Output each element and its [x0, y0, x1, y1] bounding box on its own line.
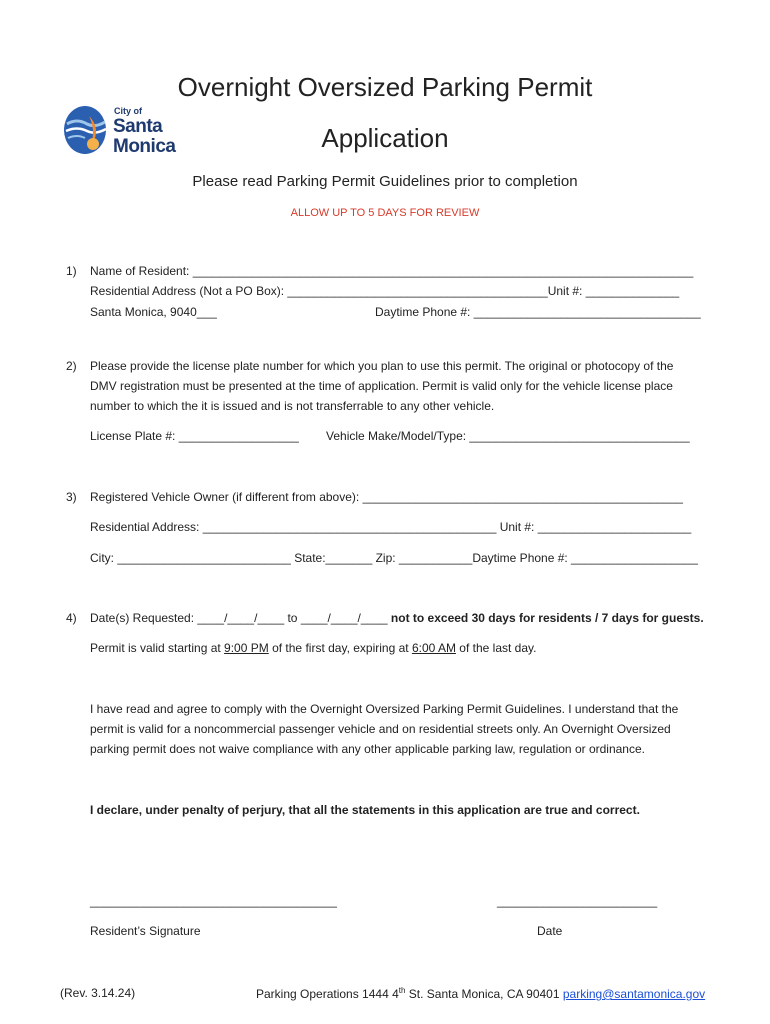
dates-requested-line[interactable]: [90, 611, 704, 625]
valid-end-time: 6:00 AM: [411, 641, 456, 655]
vehicle-owner-field[interactable]: Registered Vehicle Owner (if different from above): ________________________________________________: [90, 490, 683, 504]
date-label: Date: [537, 924, 563, 938]
agreement-line3: parking permit does not waive compliance with any other applicable parking law, regulation or ordinance.: [90, 742, 645, 756]
document-title-line1: Overnight Oversized Parking Permit: [177, 72, 593, 102]
section-2-text-line3: number to which the it is issued and is not transferrable to any other vehicle.: [90, 399, 495, 413]
owner-address-field[interactable]: Residential Address: ____________________________________________ Unit #: _______________________: [90, 520, 692, 534]
email-link[interactable]: parking@santamonica.gov: [562, 987, 706, 1001]
resident-name-field[interactable]: Name of Resident: ___________________________________________________________________________: [90, 264, 694, 278]
footer-address: Parking Operations 1444 4th St. Santa Monica, CA 90401 parking@santamonica.gov: [256, 986, 706, 1001]
dates-limit-text: not to exceed 30 days for residents / 7 days for guests.: [390, 611, 704, 625]
review-notice: ALLOW UP TO 5 DAYS FOR REVIEW: [290, 207, 480, 219]
dates-requested-field[interactable]: Date(s) Requested: ____/____/____ to ____/____/____: [90, 611, 391, 625]
logo-monica: Monica: [113, 136, 176, 157]
license-plate-field[interactable]: License Plate #: __________________: [90, 429, 299, 443]
residential-address-field[interactable]: Residential Address (Not a PO Box): _______________________________________Unit #: ______________: [90, 284, 680, 298]
logo-city-of: City of: [114, 106, 142, 116]
vehicle-make-model-field[interactable]: Vehicle Make/Model/Type: _________________________________: [326, 429, 690, 443]
date-line[interactable]: ________________________: [497, 894, 658, 908]
section-2-number: 2): [66, 359, 77, 373]
section-4-number: 4): [66, 611, 77, 625]
signature-label: Resident’s Signature: [90, 924, 201, 938]
document-subtitle: Please read Parking Permit Guidelines prior to completion: [192, 173, 578, 190]
document-title-line2: Application: [321, 123, 449, 153]
zip-field[interactable]: Santa Monica, 9040___: [90, 305, 217, 319]
valid-start-time: 9:00 PM: [224, 641, 269, 655]
revision-label: (Rev. 3.14.24): [60, 986, 136, 1000]
permit-validity-text: Permit is valid starting at 9:00 PM of the first day, expiring at 6:00 AM of the last day.: [90, 641, 537, 655]
agreement-line2: permit is valid for a noncommercial passenger vehicle and on residential streets only. An Overnight Oversized: [90, 722, 671, 736]
agreement-line1: I have read and agree to comply with the Overnight Oversized Parking Permit Guidelines. I understand that the: [90, 702, 679, 716]
perjury-declaration: I declare, under penalty of perjury, that all the statements in this application are true and correct.: [90, 803, 640, 817]
signature-line[interactable]: _____________________________________: [90, 894, 337, 908]
logo-santa: Santa: [113, 116, 163, 137]
section-2-text-line1: Please provide the license plate number for which you plan to use this permit. The original or photocopy of the: [90, 359, 674, 373]
section-3-number: 3): [66, 490, 77, 504]
section-2-text-line2: DMV registration must be presented at the time of application. Permit is valid only for the vehicle license place: [90, 379, 673, 393]
daytime-phone-field[interactable]: Daytime Phone #: __________________________________: [375, 305, 701, 319]
owner-city-state-zip-phone-field[interactable]: City: __________________________ State:_______ Zip: ___________Daytime Phone #: ___________________: [90, 551, 698, 565]
section-1-number: 1): [66, 264, 77, 278]
